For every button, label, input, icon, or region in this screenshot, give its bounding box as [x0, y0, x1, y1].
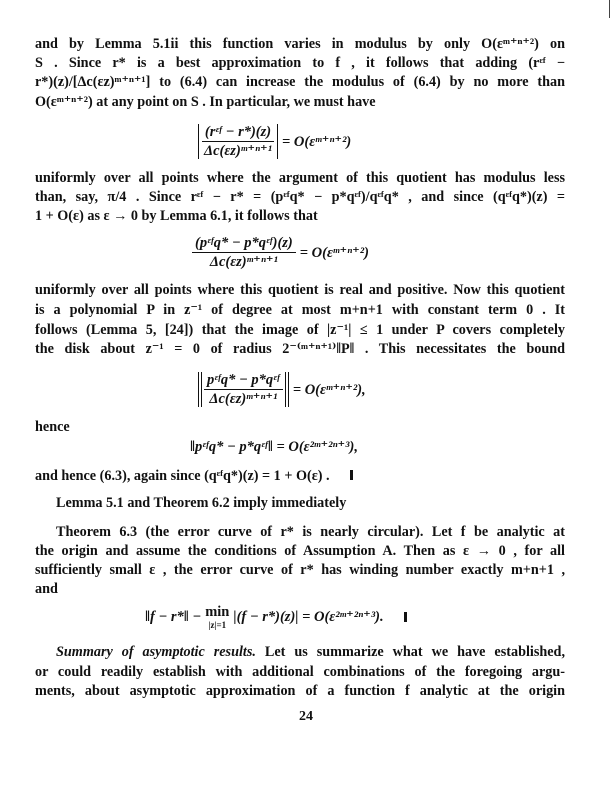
qed-mark — [404, 612, 407, 622]
text-line — [56, 643, 565, 661]
denominator: Δc(εz)ᵐ⁺ⁿ⁺¹ — [204, 143, 273, 159]
text-line — [35, 467, 565, 485]
numerator: pᵋᶠq* − p*qᵋᶠ — [204, 372, 283, 390]
page-number: 24 — [299, 709, 313, 724]
text-line: ments, about asymptotic approximation of a function f analytic at the origin — [35, 683, 565, 699]
denominator: Δc(εz)ᵐ⁺ⁿ⁺¹ — [209, 254, 278, 270]
text: Let us summarize what we have established, — [264, 644, 565, 660]
text-line: Lemma 5.1 and Theorem 6.2 imply immediately — [56, 495, 347, 511]
theorem-line: the origin and assume the conditions of Assumption A. Then as ε → 0 , for all — [35, 543, 565, 559]
rhs: = O(εᵐ⁺ⁿ⁺²) — [299, 244, 369, 261]
text-line: than, say, π/4 . Since rᵋᶠ − r* = (pᵋᶠq* − p*qᵋᶠ)/qᵋᶠq* , and since (qᵋᶠq*)(z) = — [35, 189, 565, 205]
text-line: S . Since r* is a best approximation to f , it follows that adding (rᵋᶠ − — [35, 55, 565, 71]
summary-heading: Summary of asymptotic results. — [56, 644, 256, 660]
display-equation-5 — [145, 603, 407, 630]
qed-mark — [350, 470, 353, 480]
rhs: = O(εᵐ⁺ⁿ⁺²) — [282, 133, 352, 150]
theorem-line: sufficiently small ε , the error curve of r* has winding number exactly m+n+1 , — [35, 562, 565, 578]
display-equation-4: ‖pᵋᶠq* − p*qᵋᶠ‖ = O(ε²ᵐ⁺²ⁿ⁺³), — [190, 439, 358, 455]
min-operator: min — [205, 604, 230, 620]
theorem-line: Theorem 6.3 (the error curve of r* is nearly circular). Let f be analytic at — [56, 524, 565, 540]
text-line: the disk about z⁻¹ = 0 of radius 2⁻⁽ᵐ⁺ⁿ⁺¹⁾‖P‖ . This necessitates the bound — [35, 341, 565, 357]
text-line: 1 + O(ε) as ε → 0 by Lemma 6.1, it follows that — [35, 208, 318, 224]
min-subscript: |z|=1 — [208, 620, 227, 630]
display-equation-1 — [198, 124, 351, 159]
rhs: |(f − r*)(z)| = O(ε²ᵐ⁺²ⁿ⁺³). — [233, 608, 384, 625]
display-equation-2 — [192, 235, 369, 270]
numerator: (pᵋᶠq* − p*qᵋᶠ)(z) — [192, 235, 296, 253]
text-line: uniformly over all points where the argument of this quotient has modulus less — [35, 170, 565, 186]
text-line: is a polynomial P in z⁻¹ of degree at most m+n+1 with constant term 0 . It — [35, 302, 565, 318]
text: and hence (6.3), again since (qᵋᶠq*)(z) = 1 + O(ε) . — [35, 468, 330, 484]
lhs: ‖f − r*‖ − — [145, 608, 202, 625]
text-line: uniformly over all points where this quotient is real and positive. Now this quotient — [35, 282, 565, 298]
text-line: and by Lemma 5.1ii this function varies in modulus by only O(εᵐ⁺ⁿ⁺²) on — [35, 36, 565, 52]
text-line: or could readily establish with additional combinations of the foregoing argu- — [35, 664, 565, 680]
text-line: follows (Lemma 5, [24]) that the image of |z⁻¹| ≤ 1 under P covers completely — [35, 322, 565, 338]
text-line: hence — [35, 419, 70, 435]
display-equation-3 — [198, 372, 366, 407]
rhs: = O(εᵐ⁺ⁿ⁺²), — [292, 381, 366, 398]
denominator: Δc(εz)ᵐ⁺ⁿ⁺¹ — [209, 391, 278, 407]
text-line: O(εᵐ⁺ⁿ⁺²) at any point on S . In particular, we must have — [35, 94, 376, 110]
numerator: (rᵋᶠ − r*)(z) — [202, 124, 274, 142]
text-line: r*)(z)/[Δc(εz)ᵐ⁺ⁿ⁺¹] to (6.4) can increase the modulus of (6.4) by no more than — [35, 74, 565, 90]
scan-edge — [609, 0, 610, 18]
theorem-line: and — [35, 581, 58, 597]
